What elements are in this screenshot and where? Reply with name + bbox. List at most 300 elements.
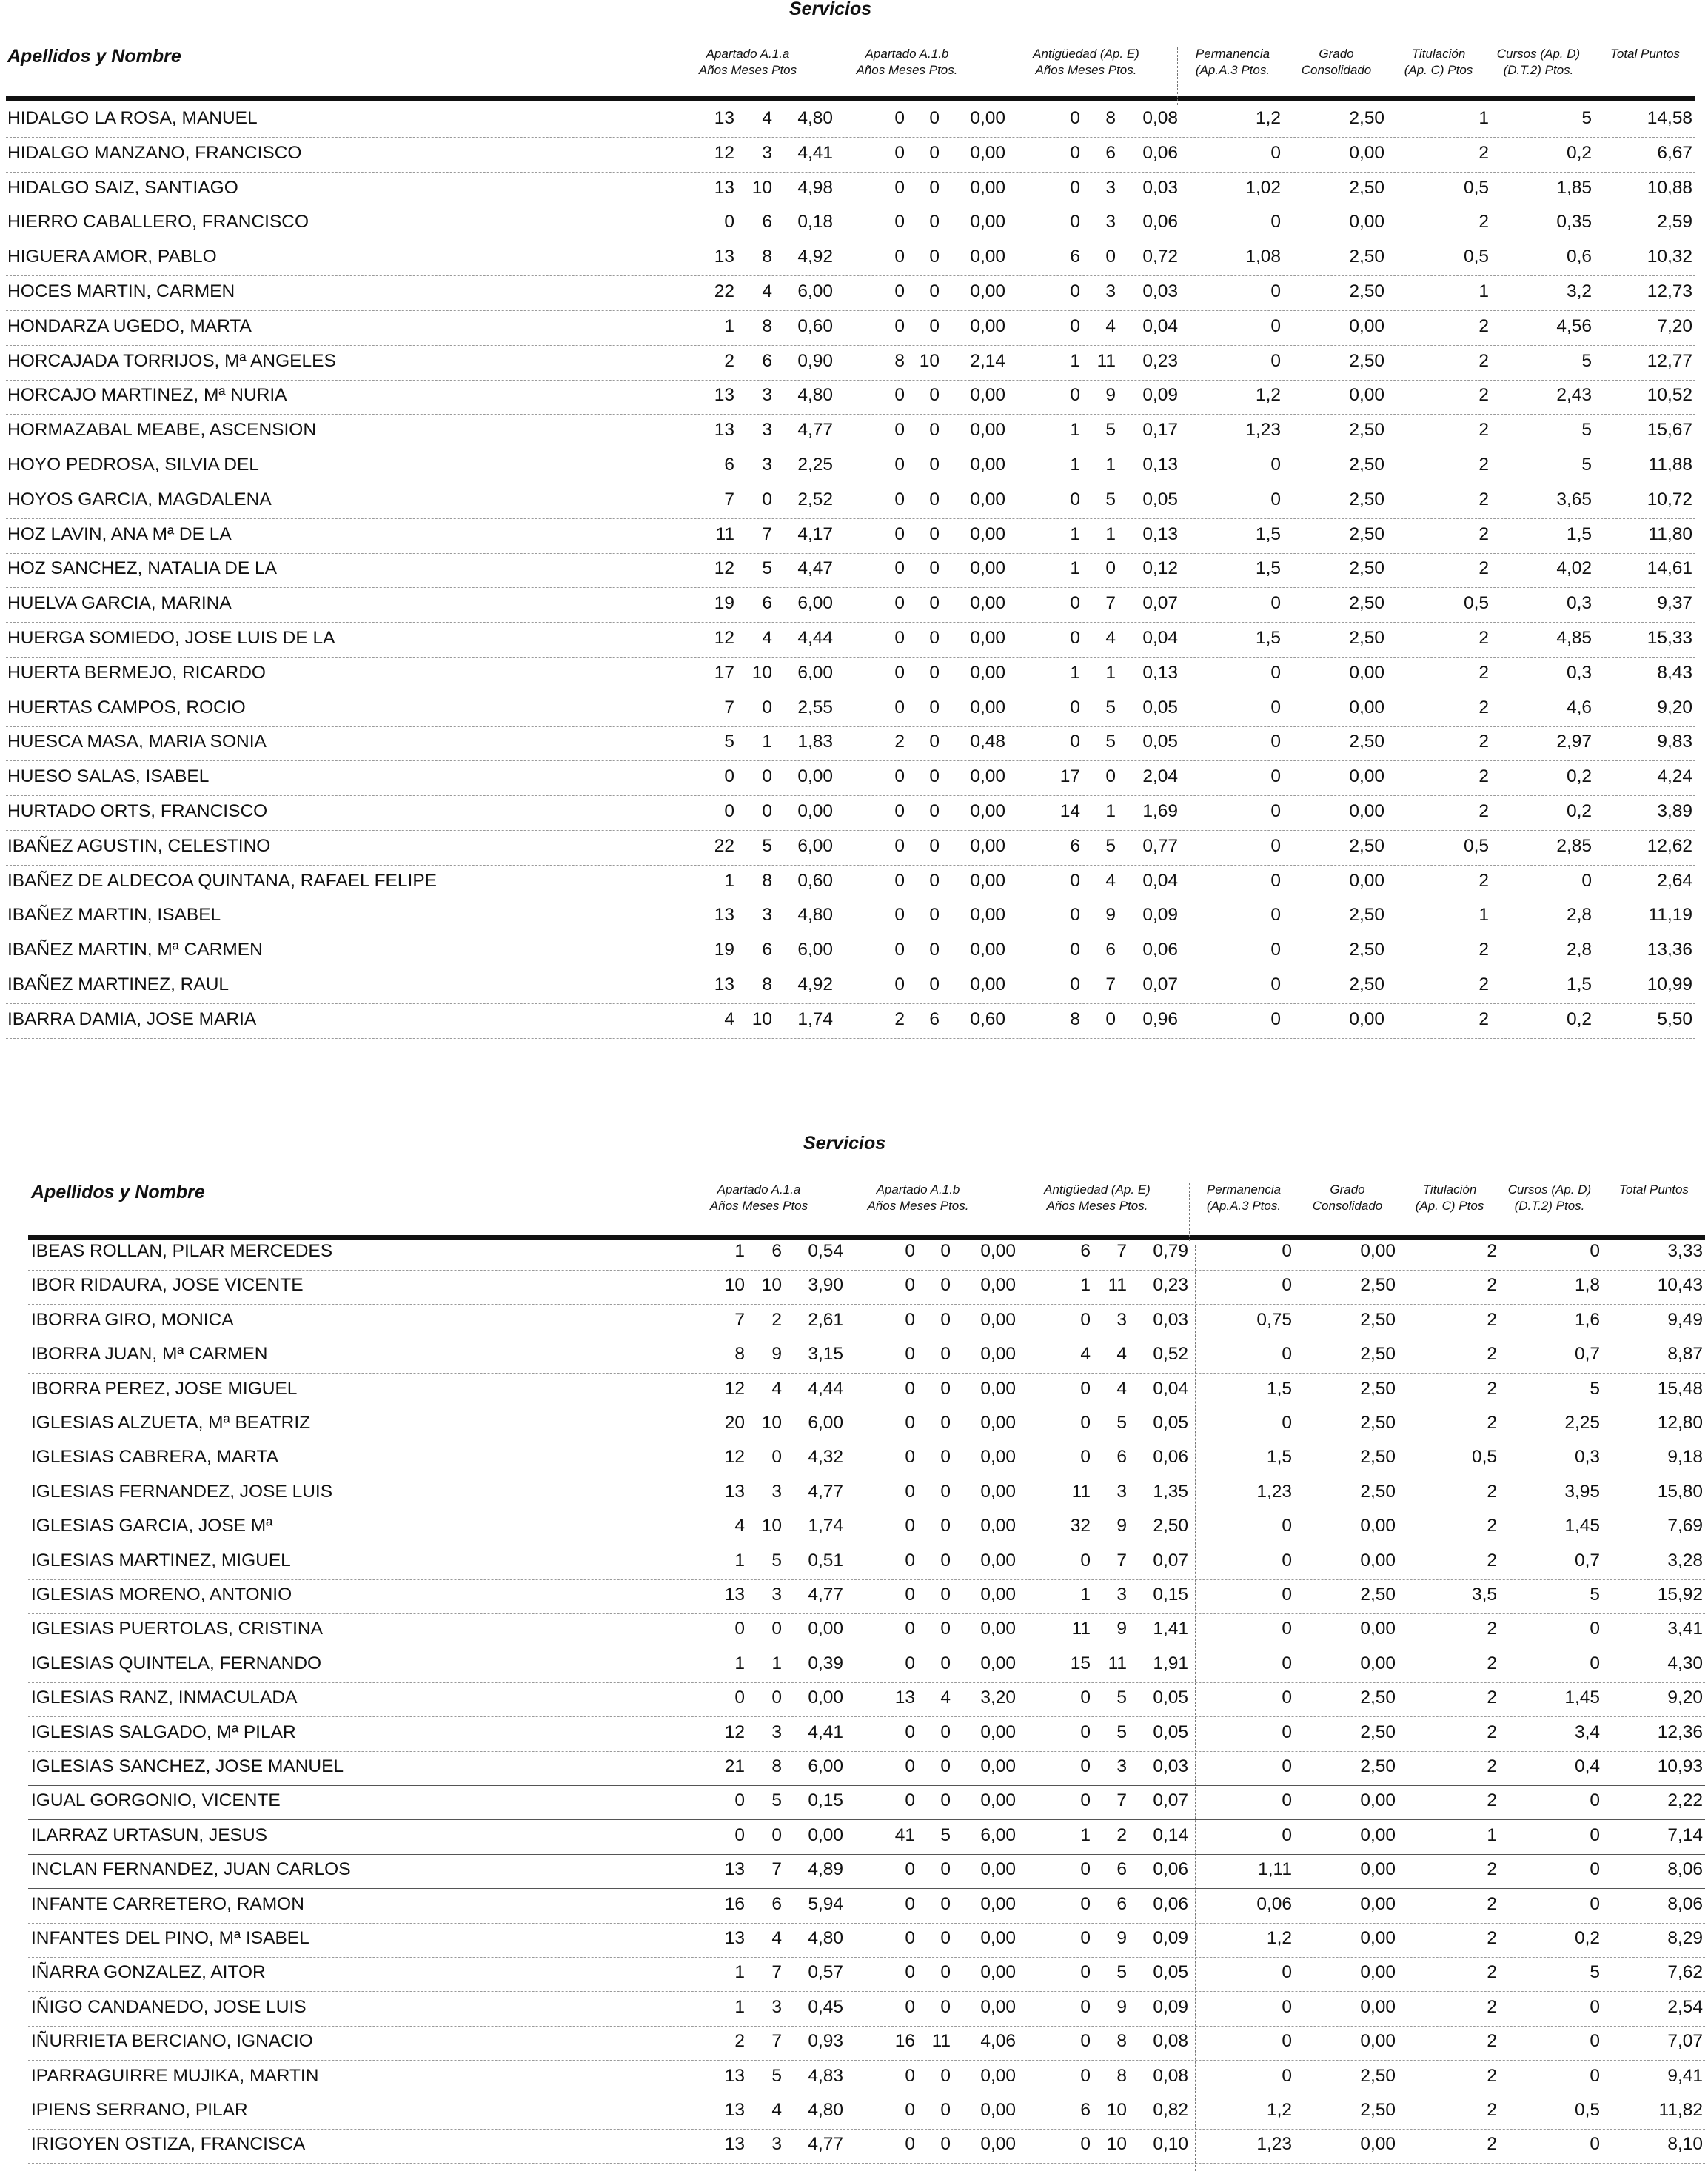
cell-titulacion: 1	[1478, 281, 1489, 301]
cell-a1a-anos: 17	[714, 663, 734, 683]
cell-a1b-meses: 0	[929, 663, 940, 683]
cell-cursos: 0,2	[1566, 1009, 1592, 1029]
cell-permanencia: 0	[1270, 836, 1281, 856]
cell-ant-meses: 11	[1108, 1653, 1127, 1673]
cell-cursos: 0	[1590, 1653, 1600, 1673]
cell-a1b-meses: 0	[929, 143, 940, 163]
employee-name: HUERTAS CAMPOS, ROCIO	[7, 698, 246, 717]
cell-total: 4,24	[1657, 766, 1692, 786]
table-row	[0, 2061, 1708, 2095]
cell-ant-anos: 0	[1070, 698, 1080, 717]
cell-titulacion: 2	[1487, 1962, 1497, 1982]
cell-grado: 0,00	[1360, 1894, 1396, 1914]
cell-ant-ptos: 0,79	[1153, 1241, 1188, 1261]
employee-name: IGLESIAS PUERTOLAS, CRISTINA	[31, 1619, 323, 1639]
table-row	[0, 1718, 1708, 1752]
cell-a1b-ptos: 0,00	[980, 1894, 1016, 1914]
table-row	[0, 104, 1708, 138]
cell-a1b-ptos: 0,00	[970, 281, 1005, 301]
cell-grado: 2,50	[1349, 281, 1384, 301]
cell-a1b-meses: 0	[940, 1653, 951, 1673]
cell-cursos: 3,4	[1574, 1722, 1600, 1742]
cell-a1b-meses: 0	[940, 1585, 951, 1605]
table-row	[0, 1683, 1708, 1717]
cell-permanencia: 0	[1270, 489, 1281, 509]
cell-a1b-anos: 0	[894, 940, 905, 960]
cell-grado: 2,50	[1349, 905, 1384, 925]
table-row	[0, 173, 1708, 207]
cell-ant-meses: 8	[1105, 108, 1116, 128]
cell-a1a-ptos: 1,74	[797, 1009, 833, 1029]
cell-ant-ptos: 1,91	[1153, 1653, 1188, 1673]
cell-titulacion: 0,5	[1463, 178, 1489, 198]
cell-a1b-anos: 0	[905, 1790, 915, 1810]
cell-ant-anos: 1	[1070, 351, 1080, 371]
header-grado: Grado Consolidado	[1301, 47, 1372, 77]
employee-name: HUESCA MASA, MARIA SONIA	[7, 732, 267, 752]
cell-a1b-ptos: 0,00	[970, 940, 1005, 960]
cell-ant-meses: 8	[1116, 2031, 1127, 2051]
cell-titulacion: 2	[1478, 871, 1489, 891]
cell-a1b-anos: 0	[894, 698, 905, 717]
cell-a1a-anos: 7	[724, 698, 734, 717]
table-row	[0, 900, 1708, 934]
cell-ant-anos: 0	[1080, 1722, 1091, 1742]
table-row	[0, 1305, 1708, 1339]
cell-a1b-anos: 0	[894, 558, 905, 578]
cell-ant-anos: 0	[1070, 593, 1080, 613]
cell-a1a-ptos: 6,00	[797, 836, 833, 856]
table-row	[0, 658, 1708, 692]
cell-total: 13,36	[1647, 940, 1692, 960]
cell-a1b-meses: 0	[940, 1722, 951, 1742]
cell-ant-anos: 1	[1070, 558, 1080, 578]
table-row	[0, 2130, 1708, 2164]
cell-ant-ptos: 0,03	[1153, 1756, 1188, 1776]
cell-cursos: 2,8	[1566, 905, 1592, 925]
cell-a1a-ptos: 2,25	[797, 455, 833, 475]
cell-total: 5,50	[1657, 1009, 1692, 1029]
cell-ant-meses: 8	[1116, 2066, 1127, 2086]
cell-a1b-ptos: 0,00	[980, 1447, 1016, 1467]
cell-a1a-ptos: 0,00	[797, 766, 833, 786]
cell-permanencia: 0	[1270, 974, 1281, 994]
cell-total: 6,67	[1657, 143, 1692, 163]
cell-permanencia: 0	[1282, 1790, 1292, 1810]
cell-a1a-ptos: 2,52	[797, 489, 833, 509]
cell-a1b-anos: 0	[894, 247, 905, 267]
cell-a1b-anos: 0	[905, 1482, 915, 1502]
header-permanencia: Permanencia (Ap.A.3 Ptos.	[1206, 1182, 1282, 1213]
cell-a1a-meses: 6	[771, 1241, 782, 1261]
row-rule	[28, 1304, 1705, 1305]
cell-a1a-ptos: 4,44	[808, 1379, 843, 1399]
cell-a1b-anos: 0	[894, 974, 905, 994]
cell-ant-meses: 3	[1105, 281, 1116, 301]
cell-a1a-ptos: 4,80	[808, 2100, 843, 2120]
cell-cursos: 0	[1590, 1790, 1600, 1810]
cell-a1b-meses: 0	[929, 871, 940, 891]
cell-titulacion: 1	[1478, 108, 1489, 128]
cell-permanencia: 0	[1270, 663, 1281, 683]
cell-grado: 0,00	[1360, 1928, 1396, 1948]
cell-a1b-anos: 8	[894, 351, 905, 371]
cell-ant-anos: 0	[1080, 1859, 1091, 1879]
cell-ant-anos: 0	[1070, 178, 1080, 198]
cell-total: 12,62	[1647, 836, 1692, 856]
cell-a1b-anos: 0	[905, 1756, 915, 1776]
cell-a1b-meses: 0	[929, 178, 940, 198]
cell-permanencia: 1,5	[1266, 1447, 1292, 1467]
table-row	[0, 1614, 1708, 1648]
cell-titulacion: 2	[1487, 1413, 1497, 1433]
cell-a1b-ptos: 0,00	[970, 663, 1005, 683]
cell-a1a-meses: 3	[762, 455, 772, 475]
cell-grado: 2,50	[1349, 420, 1384, 440]
cell-titulacion: 2	[1487, 1722, 1497, 1742]
table-row	[0, 1408, 1708, 1442]
cell-cursos: 1,45	[1564, 1687, 1600, 1707]
cell-ant-anos: 1	[1070, 455, 1080, 475]
cell-total: 11,19	[1648, 905, 1692, 925]
cell-cursos: 4,85	[1556, 628, 1592, 648]
cell-titulacion: 2	[1487, 1997, 1497, 2017]
cell-ant-anos: 0	[1070, 732, 1080, 752]
cell-permanencia: 0,06	[1256, 1894, 1292, 1914]
cell-a1a-meses: 3	[762, 905, 772, 925]
table-row	[0, 242, 1708, 276]
cell-a1a-meses: 0	[762, 489, 772, 509]
cell-ant-ptos: 0,07	[1142, 593, 1178, 613]
cell-permanencia: 0	[1270, 766, 1281, 786]
cell-ant-anos: 1	[1070, 420, 1080, 440]
row-rule	[6, 414, 1695, 415]
cell-a1b-meses: 0	[929, 281, 940, 301]
cell-ant-anos: 0	[1080, 2066, 1091, 2086]
cell-titulacion: 2	[1487, 2066, 1497, 2086]
cell-a1b-ptos: 0,00	[970, 628, 1005, 648]
cell-a1b-anos: 0	[905, 1585, 915, 1605]
cell-a1b-ptos: 4,06	[980, 2031, 1016, 2051]
cell-cursos: 2,43	[1556, 385, 1592, 405]
table-row	[0, 2095, 1708, 2130]
cell-total: 12,77	[1647, 351, 1692, 371]
cell-permanencia: 0	[1270, 212, 1281, 232]
cell-a1a-meses: 0	[771, 1447, 782, 1467]
cell-a1b-meses: 0	[929, 732, 940, 752]
cell-ant-ptos: 0,06	[1142, 212, 1178, 232]
cell-a1a-anos: 13	[714, 905, 734, 925]
cell-a1a-meses: 0	[762, 801, 772, 821]
cell-a1a-ptos: 6,00	[808, 1413, 843, 1433]
table-row	[0, 1786, 1708, 1820]
cell-a1a-ptos: 3,15	[808, 1344, 843, 1364]
cell-ant-anos: 0	[1070, 871, 1080, 891]
cell-a1a-ptos: 0,00	[808, 1687, 843, 1707]
cell-ant-meses: 6	[1116, 1894, 1127, 1914]
cell-permanencia: 1,2	[1266, 2100, 1292, 2120]
cell-titulacion: 2	[1478, 801, 1489, 821]
cell-a1a-meses: 1	[762, 732, 772, 752]
cell-total: 9,41	[1667, 2066, 1703, 2086]
cell-titulacion: 2	[1478, 940, 1489, 960]
header-antiguedad: Antigüedad (Ap. E) Años Meses Ptos.	[1044, 1182, 1151, 1213]
table-row	[0, 347, 1708, 381]
employee-name: HIDALGO LA ROSA, MANUEL	[7, 108, 258, 128]
employee-name: IBAÑEZ MARTINEZ, RAUL	[7, 974, 230, 994]
cell-ant-meses: 4	[1105, 628, 1116, 648]
cell-grado: 0,00	[1360, 1962, 1396, 1982]
cell-a1b-meses: 0	[940, 1275, 951, 1295]
employee-name: IBAÑEZ MARTIN, Mª CARMEN	[7, 940, 263, 960]
cell-ant-anos: 1	[1080, 1825, 1091, 1845]
cell-grado: 0,00	[1349, 316, 1384, 336]
cell-total: 7,62	[1667, 1962, 1703, 1982]
cell-titulacion: 2	[1478, 455, 1489, 475]
cell-grado: 0,00	[1349, 1009, 1384, 1029]
cell-ant-anos: 0	[1070, 905, 1080, 925]
cell-ant-ptos: 1,41	[1153, 1619, 1188, 1639]
cell-a1b-ptos: 0,00	[980, 1619, 1016, 1639]
table-row	[0, 623, 1708, 658]
cell-a1a-meses: 7	[771, 1859, 782, 1879]
cell-titulacion: 2	[1478, 385, 1489, 405]
cell-ant-anos: 14	[1059, 801, 1080, 821]
cell-titulacion: 2	[1487, 1310, 1497, 1330]
cell-ant-anos: 0	[1070, 940, 1080, 960]
cell-a1b-anos: 0	[894, 455, 905, 475]
cell-total: 10,52	[1647, 385, 1692, 405]
employee-name: IBORRA JUAN, Mª CARMEN	[31, 1344, 268, 1364]
cell-a1a-meses: 8	[762, 247, 772, 267]
cell-ant-meses: 5	[1116, 1413, 1127, 1433]
cell-ant-anos: 0	[1080, 1310, 1091, 1330]
cell-cursos: 0,3	[1566, 663, 1592, 683]
cell-ant-meses: 3	[1105, 212, 1116, 232]
cell-cursos: 3,65	[1556, 489, 1592, 509]
cell-a1a-meses: 8	[762, 974, 772, 994]
cell-a1a-ptos: 4,17	[797, 524, 833, 544]
cell-permanencia: 0	[1282, 1997, 1292, 2017]
table-row	[0, 2027, 1708, 2061]
cell-cursos: 5	[1590, 1962, 1600, 1982]
cell-a1b-ptos: 0,00	[980, 1516, 1016, 1536]
table-row	[0, 520, 1708, 554]
employee-name: HUESO SALAS, ISABEL	[7, 766, 210, 786]
cell-ant-meses: 5	[1105, 489, 1116, 509]
cell-a1a-meses: 6	[762, 212, 772, 232]
cell-ant-ptos: 0,09	[1153, 1997, 1188, 2017]
column-divider	[1189, 1183, 1190, 1241]
table-row	[0, 589, 1708, 623]
header-name: Apellidos y Nombre	[7, 46, 181, 67]
cell-ant-anos: 0	[1080, 1790, 1091, 1810]
cell-grado: 2,50	[1360, 1756, 1396, 1776]
cell-a1a-ptos: 0,45	[808, 1997, 843, 2017]
cell-titulacion: 2	[1487, 1551, 1497, 1570]
cell-grado: 2,50	[1349, 524, 1384, 544]
cell-grado: 0,00	[1360, 1551, 1396, 1570]
table-row	[0, 381, 1708, 415]
cell-a1b-meses: 0	[929, 524, 940, 544]
cell-total: 10,43	[1657, 1275, 1703, 1295]
table-row	[0, 1442, 1708, 1476]
cell-a1b-meses: 0	[940, 1619, 951, 1639]
cell-a1a-anos: 22	[714, 836, 734, 856]
cell-cursos: 1,8	[1574, 1275, 1600, 1295]
cell-a1a-ptos: 2,55	[797, 698, 833, 717]
cell-a1b-anos: 0	[894, 801, 905, 821]
cell-ant-ptos: 0,09	[1142, 385, 1178, 405]
cell-cursos: 0,35	[1556, 212, 1592, 232]
cell-a1b-anos: 0	[905, 1962, 915, 1982]
cell-ant-meses: 3	[1116, 1310, 1127, 1330]
cell-a1a-ptos: 4,77	[808, 1585, 843, 1605]
employee-name: IBORRA PEREZ, JOSE MIGUEL	[31, 1379, 298, 1399]
cell-a1b-ptos: 0,00	[970, 212, 1005, 232]
cell-permanencia: 1,5	[1266, 1379, 1292, 1399]
cell-permanencia: 0	[1270, 455, 1281, 475]
cell-ant-anos: 0	[1070, 143, 1080, 163]
employee-name: HORMAZABAL MEABE, ASCENSION	[7, 420, 317, 440]
cell-cursos: 5	[1581, 351, 1592, 371]
cell-cursos: 0	[1590, 1825, 1600, 1845]
cell-a1b-meses: 6	[929, 1009, 940, 1029]
cell-a1a-ptos: 5,94	[808, 1894, 843, 1914]
cell-a1b-anos: 16	[894, 2031, 915, 2051]
cell-titulacion: 1	[1478, 905, 1489, 925]
cell-a1b-ptos: 6,00	[980, 1825, 1016, 1845]
cell-a1b-anos: 0	[894, 766, 905, 786]
employee-name: IBORRA GIRO, MONICA	[31, 1310, 234, 1330]
cell-a1b-meses: 0	[929, 247, 940, 267]
employee-name: HIDALGO SAIZ, SANTIAGO	[7, 178, 238, 198]
cell-ant-anos: 0	[1080, 1379, 1091, 1399]
employee-name: IBEAS ROLLAN, PILAR MERCEDES	[31, 1241, 333, 1261]
cell-total: 9,20	[1667, 1687, 1703, 1707]
employee-name: IÑURRIETA BERCIANO, IGNACIO	[31, 2031, 313, 2051]
cell-titulacion: 2	[1478, 766, 1489, 786]
cell-ant-meses: 6	[1105, 940, 1116, 960]
employee-name: HURTADO ORTS, FRANCISCO	[7, 801, 268, 821]
cell-permanencia: 0	[1270, 940, 1281, 960]
employee-name: HOZ SANCHEZ, NATALIA DE LA	[7, 558, 277, 578]
cell-grado: 2,50	[1360, 2066, 1396, 2086]
cell-a1b-meses: 0	[940, 1413, 951, 1433]
cell-a1a-ptos: 2,61	[808, 1310, 843, 1330]
cell-a1a-meses: 10	[761, 1516, 782, 1536]
cell-cursos: 0	[1581, 871, 1592, 891]
cell-a1b-anos: 0	[905, 1619, 915, 1639]
cell-a1b-ptos: 0,00	[970, 316, 1005, 336]
row-rule	[6, 172, 1695, 173]
table-row	[0, 1924, 1708, 1958]
row-rule	[6, 587, 1695, 588]
cell-permanencia: 1,2	[1255, 385, 1281, 405]
cell-ant-ptos: 0,23	[1153, 1275, 1188, 1295]
cell-a1b-ptos: 0,00	[970, 420, 1005, 440]
cell-total: 8,06	[1667, 1859, 1703, 1879]
cell-a1a-ptos: 0,51	[808, 1551, 843, 1570]
header-a1b: Apartado A.1.b Años Meses Ptos.	[856, 47, 958, 77]
cell-a1b-meses: 0	[929, 628, 940, 648]
table-row	[0, 138, 1708, 173]
cell-total: 8,10	[1667, 2134, 1703, 2154]
cell-a1a-ptos: 4,41	[808, 1722, 843, 1742]
cell-a1b-anos: 0	[905, 1310, 915, 1330]
cell-ant-ptos: 0,13	[1142, 455, 1178, 475]
employee-name: HONDARZA UGEDO, MARTA	[7, 316, 252, 336]
cell-a1b-anos: 0	[894, 178, 905, 198]
cell-a1a-meses: 3	[771, 2134, 782, 2154]
employee-name: HORCAJADA TORRIJOS, Mª ANGELES	[7, 351, 336, 371]
cell-grado: 0,00	[1360, 1825, 1396, 1845]
cell-a1b-ptos: 0,48	[970, 732, 1005, 752]
cell-titulacion: 2	[1478, 628, 1489, 648]
cell-ant-anos: 6	[1070, 247, 1080, 267]
row-rule	[6, 657, 1695, 658]
cell-ant-meses: 9	[1116, 1928, 1127, 1948]
cell-titulacion: 3,5	[1471, 1585, 1497, 1605]
cell-a1b-ptos: 0,00	[980, 1379, 1016, 1399]
cell-a1a-meses: 0	[771, 1825, 782, 1845]
cell-a1b-anos: 0	[894, 663, 905, 683]
cell-a1b-ptos: 0,00	[970, 871, 1005, 891]
cell-a1b-ptos: 0,00	[970, 524, 1005, 544]
cell-cursos: 3,2	[1566, 281, 1592, 301]
cell-a1a-meses: 5	[771, 1790, 782, 1810]
cell-grado: 2,50	[1349, 108, 1384, 128]
cell-ant-meses: 9	[1105, 385, 1116, 405]
cell-a1a-meses: 3	[771, 1722, 782, 1742]
cell-grado: 2,50	[1360, 1687, 1396, 1707]
cell-a1b-meses: 0	[929, 940, 940, 960]
cell-cursos: 0	[1590, 1997, 1600, 2017]
cell-grado: 2,50	[1360, 1344, 1396, 1364]
cell-cursos: 2,97	[1556, 732, 1592, 752]
table-row	[0, 277, 1708, 311]
cell-cursos: 0,7	[1574, 1551, 1600, 1570]
cell-titulacion: 2	[1487, 1516, 1497, 1536]
cell-total: 9,83	[1657, 732, 1692, 752]
row-rule	[6, 310, 1695, 311]
cell-a1b-meses: 0	[940, 2134, 951, 2154]
header-titulacion: Titulación (Ap. C) Ptos	[1404, 47, 1473, 77]
employee-name: IBOR RIDAURA, JOSE VICENTE	[31, 1275, 304, 1295]
cell-a1b-ptos: 0,00	[970, 593, 1005, 613]
row-rule	[6, 865, 1695, 866]
header-name: Apellidos y Nombre	[31, 1182, 205, 1202]
cell-ant-ptos: 0,72	[1142, 247, 1178, 267]
cell-a1b-anos: 0	[894, 628, 905, 648]
cell-a1b-anos: 0	[894, 524, 905, 544]
cell-ant-meses: 10	[1106, 2100, 1127, 2120]
cell-a1a-ptos: 4,77	[797, 420, 833, 440]
cell-a1b-anos: 0	[905, 1894, 915, 1914]
cell-ant-anos: 0	[1070, 489, 1080, 509]
section-title: Servicios	[803, 1133, 886, 1154]
cell-total: 8,29	[1667, 1928, 1703, 1948]
cell-total: 12,73	[1647, 281, 1692, 301]
cell-ant-ptos: 0,06	[1142, 940, 1178, 960]
cell-a1b-ptos: 0,00	[980, 1482, 1016, 1502]
cell-a1a-ptos: 4,89	[808, 1859, 843, 1879]
cell-ant-anos: 11	[1071, 1619, 1091, 1639]
cell-ant-ptos: 0,05	[1153, 1687, 1188, 1707]
cell-a1b-meses: 0	[929, 905, 940, 925]
employee-name: HIDALGO MANZANO, FRANCISCO	[7, 143, 302, 163]
cell-titulacion: 0,5	[1471, 1447, 1497, 1467]
